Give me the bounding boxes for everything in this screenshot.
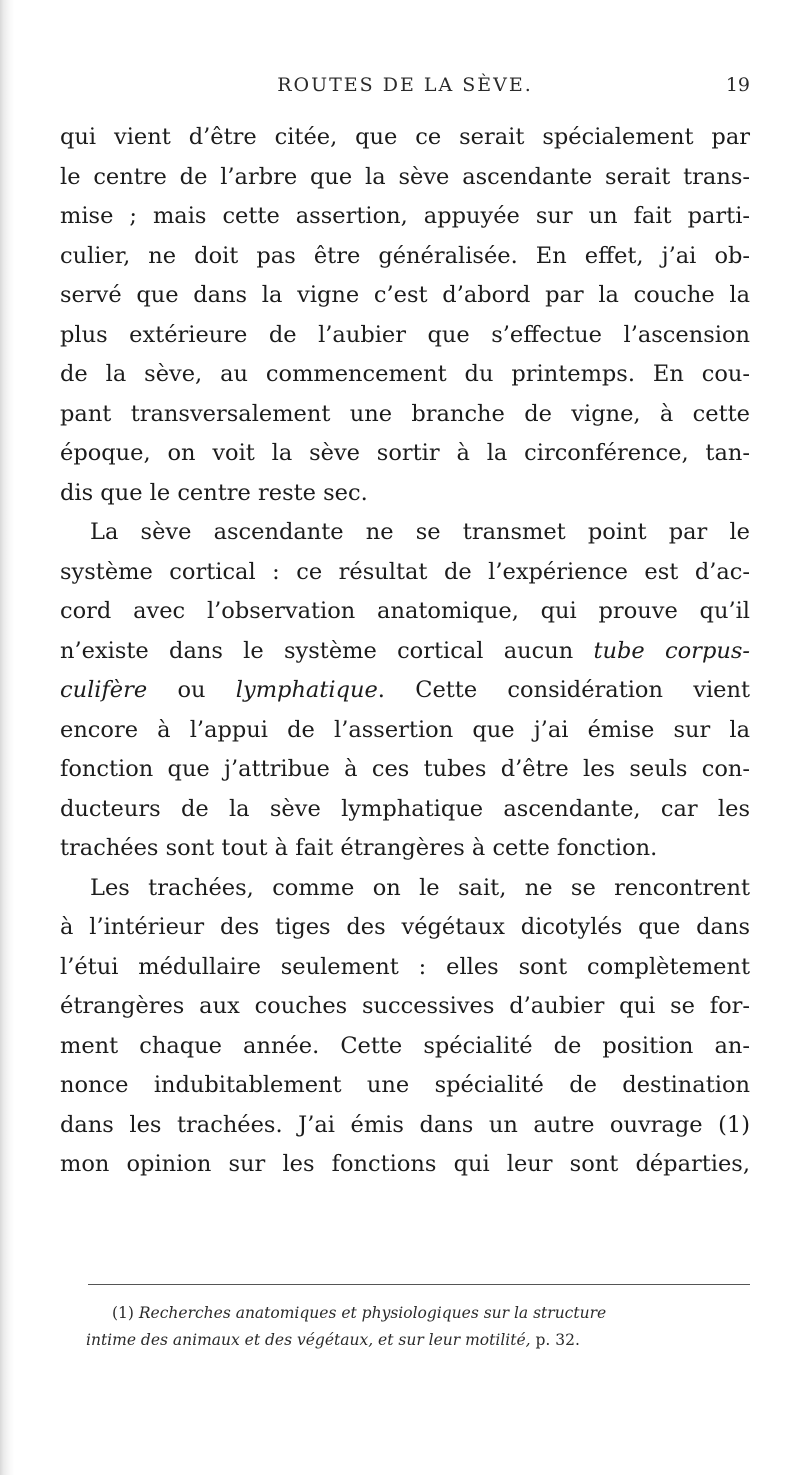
text-fragment: . Cette considération vient bbox=[377, 677, 751, 703]
footnote-divider bbox=[88, 1284, 750, 1285]
text-line: encore à l’appui de l’assertion que j’ai émise sur la bbox=[60, 716, 750, 743]
running-head bbox=[60, 74, 750, 104]
footnote-marker: (1) bbox=[112, 1304, 139, 1322]
text-line: mon opinion sur les fonctions qui leur sont départies, bbox=[60, 1151, 750, 1177]
text-line: à l’intérieur des tiges des végétaux dicotylés que dans bbox=[60, 914, 750, 940]
page-edge-shadow bbox=[0, 0, 14, 1475]
footnote bbox=[86, 1300, 750, 1354]
italic-term-tube-corpusculifere-end: culifère bbox=[60, 677, 148, 703]
italic-term-lymphatique: lymphatique bbox=[235, 677, 378, 703]
text-line: dans les trachées. J’ai émis dans un autre ouvrage (1) bbox=[60, 1111, 750, 1138]
italic-term-tube-corpusculifere: tube corpus- bbox=[593, 637, 750, 664]
footnote-line bbox=[86, 1327, 750, 1354]
text-fragment: ou bbox=[147, 677, 236, 703]
text-line: système cortical : ce résultat de l’expérience est d’ac- bbox=[60, 558, 750, 585]
running-title: ROUTES DE LA SÈVE. bbox=[277, 74, 533, 96]
text-line: cord avec l’observation anatomique, qui prouve qu’il bbox=[60, 598, 750, 624]
text-line: de la sève, au commencement du printemps. En cou- bbox=[60, 361, 750, 387]
text-line: dis que le centre reste sec. bbox=[60, 479, 368, 506]
text-line: étrangères aux couches successives d’aubier qui se for- bbox=[60, 993, 750, 1019]
page-number: 19 bbox=[725, 74, 750, 96]
body-text bbox=[60, 118, 750, 1185]
text-line: l’étui médullaire seulement : elles sont complètement bbox=[60, 953, 750, 980]
footnote-title: Recherches anatomiques et physiologiques sur la structure bbox=[138, 1304, 607, 1322]
text-line: ducteurs de la sève lymphatique ascendante, car les bbox=[60, 795, 750, 822]
footnote-line bbox=[86, 1300, 750, 1327]
text-line: époque, on voit la sève sortir à la circonférence, tan- bbox=[60, 440, 750, 466]
text-line: culier, ne doit pas être généralisée. En effet, j’ai ob- bbox=[60, 242, 750, 269]
footnote-page-reference: p. 32. bbox=[535, 1331, 580, 1349]
text-line: qui vient d’être citée, que ce serait spécialement par bbox=[60, 124, 750, 150]
paragraph-start-line: La sève ascendante ne se transmet point par le bbox=[90, 519, 750, 545]
text-line: mise ; mais cette assertion, appuyée sur un fait parti- bbox=[60, 203, 750, 229]
text-line: ment chaque année. Cette spécialité de position an- bbox=[60, 1032, 750, 1059]
text-line: plus extérieure de l’aubier que s’effectue l’ascension bbox=[60, 321, 750, 348]
paragraph-start-line: Les trachées, comme on le sait, ne se rencontrent bbox=[90, 874, 750, 901]
text-line: le centre de l’arbre que la sève ascendante serait trans- bbox=[60, 163, 750, 190]
text-line bbox=[60, 671, 750, 711]
text-line: fonction que j’attribue à ces tubes d’être les seuls con- bbox=[60, 756, 750, 782]
footnote-title-continued: intime des animaux et des végétaux, et sur leur motilité, bbox=[86, 1331, 536, 1349]
text-line bbox=[60, 632, 750, 672]
text-line: nonce indubitablement une spécialité de destination bbox=[60, 1072, 750, 1098]
text-line: pant transversalement une branche de vigne, à cette bbox=[60, 400, 750, 427]
text-line: trachées sont tout à fait étrangères à cette fonction. bbox=[60, 835, 658, 861]
text-fragment: n’existe dans le système cortical aucun bbox=[60, 637, 594, 664]
text-line: servé que dans la vigne c’est d’abord par la couche la bbox=[60, 282, 750, 308]
